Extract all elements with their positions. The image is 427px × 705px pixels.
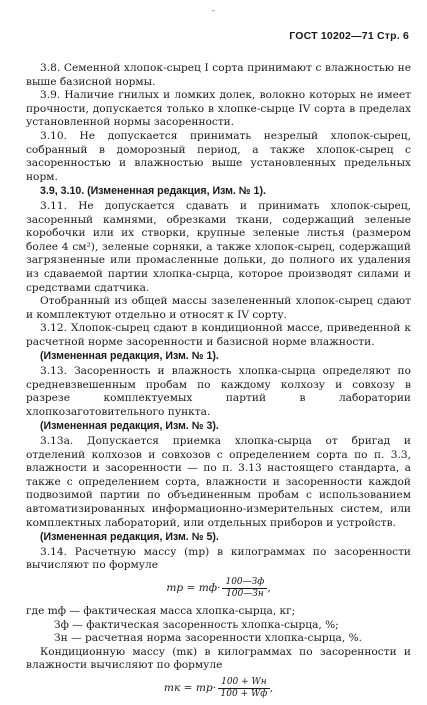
- formula-definitions: [26, 605, 411, 646]
- formula-2-denominator: 100 + Wф: [220, 688, 268, 699]
- formula-calculated-mass: [26, 577, 411, 600]
- formula-conditioned-mass: [26, 677, 411, 700]
- formula-1-numerator: 100—Зф: [222, 577, 267, 589]
- page-header: ГОСТ 10202—71 Стр. 6: [289, 30, 409, 42]
- clause-3-13a: 3.13а. Допускается приемка хлопка-сырца от бригад и отделений колхозов и совхозов с определением сорта по п. 3.3, влажности и засоренности — по п. 3.13 настоящего стандарта, а также с определением сорта, влажности и засоренности каждой подвозимой партии по объединенным пробам с использованием автоматизированных информационно-измерительных систем, или комплектных лабораторий, или отдельных приборов и устройств.: [26, 435, 411, 529]
- revision-note-2: (Измененная редакция, Изм. № 1).: [40, 350, 219, 363]
- clause-3-9: 3.9. Наличие гнилых и ломких долек, волокно которых не имеет прочности, допускается только в хлопке-сырце IV сорта в пределах установленной нормы засоренности.: [26, 89, 411, 129]
- document-body: [26, 62, 411, 705]
- clause-3-13: 3.13. Засоренность и влажность хлопка-сырца определяют по средневзвешенным пробам по каждому колхозу и совхозу в разрезе комплектуемых партий в лаборатории хлопкозаготовительного пункта.: [26, 365, 411, 418]
- clause-3-14: 3.14. Расчетную массу (mр) в килограммах по засоренности вычисляют по формуле: [26, 545, 411, 572]
- revision-note-3: (Измененная редакция, Изм. № 3).: [40, 420, 219, 433]
- formula-1-denominator: 100—Зн: [226, 588, 264, 599]
- clause-3-10: 3.10. Не допускается принимать незрелый хлопок-сырец, собранный в доморозный период, а также хлопок-сырец с засоренностью и влажностью выше установленных предельных норм.: [26, 129, 411, 183]
- formula-1-tail: ,: [267, 581, 271, 594]
- clause-3-14-continued: Кондиционную массу (mк) в килограммах по засоренности и влажности вычисляют по формуле: [26, 645, 411, 672]
- clause-3-11-continued: Отобранный из общей массы зазелененный хлопок-сырец сдают и комплектуют отдельно и относят к IV сорту.: [26, 295, 411, 321]
- revision-note-1: 3.9, 3.10. (Измененная редакция, Изм. № 1).: [40, 185, 266, 198]
- definition-1: где mф — фактическая масса хлопка-сырца, кг;: [26, 604, 296, 617]
- formula-2-fraction: [218, 677, 270, 700]
- formula-1-fraction: [222, 577, 267, 600]
- revision-note-4: (Измененная редакция, Изм. № 5).: [40, 531, 219, 544]
- formula-2-numerator: 100 + Wн: [218, 677, 270, 689]
- formula-1-lhs: mр = mф·: [166, 581, 221, 594]
- clause-3-12: 3.12. Хлопок-сырец сдают в кондиционной массе, приведенной к расчетной норме засоренности и базисной норме влажности.: [26, 322, 411, 348]
- scan-mark: -: [212, 6, 215, 15]
- formula-2-lhs: mк = mр·: [163, 681, 217, 694]
- formula-2-tail: ,: [269, 681, 274, 694]
- definition-2: Зф — фактическая засоренность хлопка-сырца, %;: [54, 618, 339, 631]
- clause-3-8: 3.8. Семенной хлопок-сырец I сорта принимают с влажностью не выше базисной нормы.: [26, 62, 411, 88]
- clause-3-11: 3.11. Не допускается сдавать и принимать хлопок-сырец, засоренный камнями, обрезками ткани, содержащий зеленые коробочки или их створки, крупные зеленые листья (размером более 4 см²), зеленые сорняки, а также хлопок-сырец, содержащий загрязненные или промасленные дольки, до полного их удаления из сдаваемой партии хлопка-сырца, которое производят силами и средствами сдатчика.: [26, 199, 411, 294]
- definition-3: Зн — расчетная норма засоренности хлопка-сырца, %.: [54, 632, 363, 645]
